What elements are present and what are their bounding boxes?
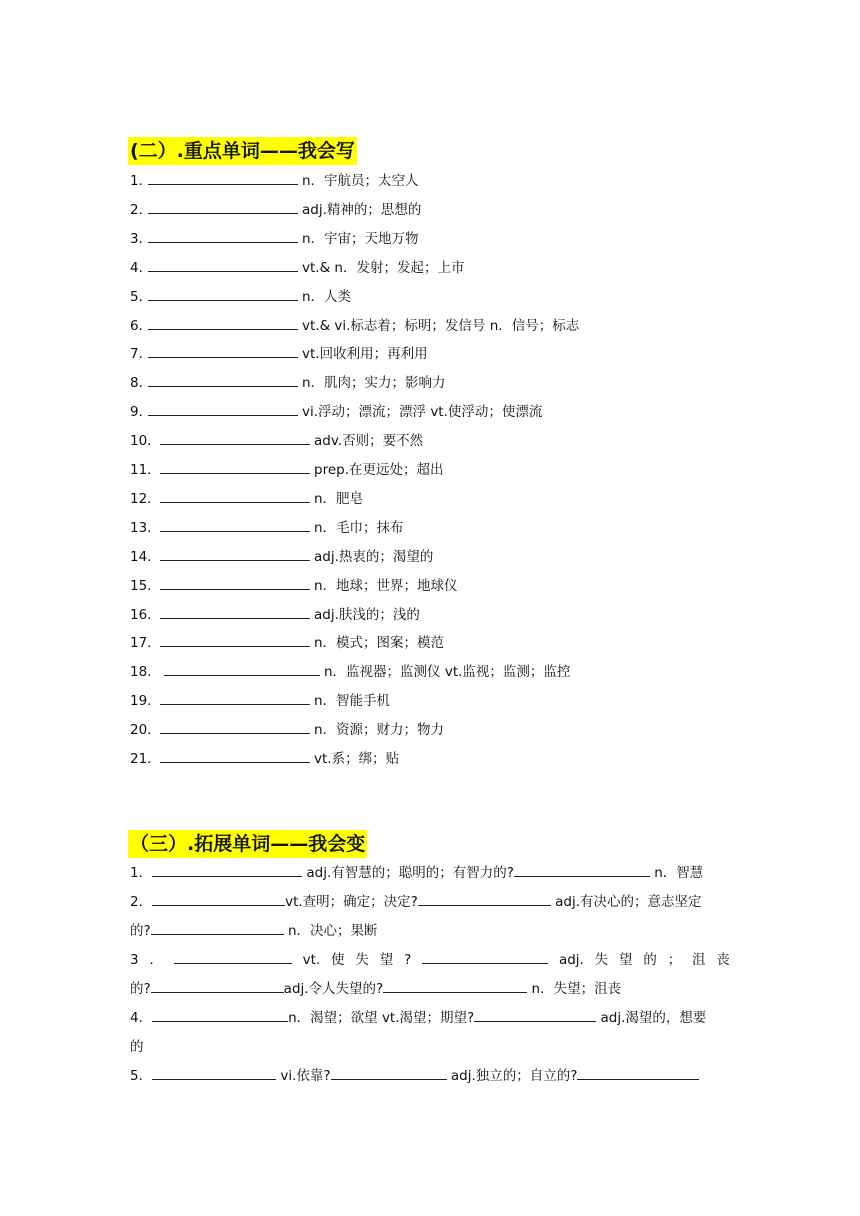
definition: n．智慧 bbox=[654, 865, 704, 881]
item-number: 13． bbox=[130, 519, 161, 536]
vocab-item bbox=[130, 286, 351, 308]
answer-blank[interactable] bbox=[418, 891, 551, 906]
item-number: 21． bbox=[130, 751, 161, 767]
definition: vt.系；绑；贴 bbox=[314, 751, 400, 767]
definition-part: ； bbox=[667, 952, 682, 968]
answer-blank[interactable] bbox=[152, 891, 285, 906]
answer-blank[interactable] bbox=[151, 978, 284, 993]
item-number: 3 bbox=[130, 952, 139, 968]
definition: n．模式；图案；模范 bbox=[314, 635, 445, 652]
answer-blank[interactable] bbox=[148, 286, 298, 301]
expand-item-2-cont bbox=[130, 920, 730, 942]
definition-part: ? bbox=[404, 952, 412, 968]
item-number: 1． bbox=[130, 865, 153, 881]
item-number: 5． bbox=[130, 1068, 153, 1084]
answer-blank[interactable] bbox=[160, 517, 310, 532]
answer-blank[interactable] bbox=[164, 661, 320, 676]
definition: n．宇航员；太空人 bbox=[302, 173, 419, 189]
vocab-item bbox=[130, 315, 579, 337]
definition-part: adj. bbox=[558, 952, 584, 968]
answer-blank[interactable] bbox=[160, 748, 310, 763]
item-number: 12． bbox=[130, 490, 161, 507]
definition: adv.否则；要不然 bbox=[314, 433, 424, 450]
definition: n．智能手机 bbox=[314, 693, 391, 710]
vocab-item bbox=[130, 343, 428, 365]
definition: adj.令人失望的? bbox=[283, 981, 384, 997]
definition: 的? bbox=[130, 981, 151, 997]
item-number: 3． bbox=[130, 230, 153, 247]
vocab-item bbox=[130, 430, 423, 452]
definition: n．人类 bbox=[302, 288, 352, 305]
answer-blank[interactable] bbox=[474, 1007, 596, 1022]
item-number: 2． bbox=[130, 894, 153, 910]
section-2-heading: (二）.重点单词——我会写 bbox=[128, 137, 357, 165]
definition-part: 失 bbox=[355, 952, 369, 968]
item-number: 10． bbox=[130, 433, 161, 450]
expand-item-2 bbox=[130, 891, 730, 913]
answer-blank[interactable] bbox=[514, 862, 650, 877]
answer-blank[interactable] bbox=[152, 862, 302, 877]
answer-blank[interactable] bbox=[160, 690, 310, 705]
item-dot: ． bbox=[149, 952, 163, 968]
definition-part: 失 bbox=[594, 952, 609, 968]
answer-blank[interactable] bbox=[383, 978, 527, 993]
definition: vt.& vi.标志着；标明；发信号 n．信号；标志 bbox=[302, 317, 580, 334]
vocab-item bbox=[130, 199, 421, 221]
item-number: 18. bbox=[130, 664, 152, 681]
definition-part: vt. bbox=[302, 952, 321, 968]
item-number: 19． bbox=[130, 693, 161, 710]
answer-blank[interactable] bbox=[160, 719, 310, 734]
answer-blank[interactable] bbox=[160, 632, 310, 647]
definition: n．资源；财力；物力 bbox=[314, 722, 445, 739]
definition: n．宇宙；天地万物 bbox=[302, 230, 419, 247]
definition-part: 使 bbox=[331, 952, 345, 968]
answer-blank[interactable] bbox=[160, 546, 310, 561]
answer-blank[interactable] bbox=[148, 199, 298, 214]
item-number: 2． bbox=[130, 201, 153, 218]
definition: n．毛巾；抹布 bbox=[314, 519, 404, 536]
definition: vi.依靠? bbox=[280, 1068, 331, 1084]
section-3-heading: （三）.拓展单词——我会变 bbox=[128, 830, 367, 858]
definition: adj.渴望的，想要 bbox=[600, 1010, 707, 1026]
answer-blank[interactable] bbox=[148, 257, 298, 272]
answer-blank[interactable] bbox=[422, 949, 548, 964]
definition: adj.肤浅的；浅的 bbox=[314, 606, 420, 623]
definition-part: 沮 bbox=[692, 952, 706, 968]
item-number: 4． bbox=[130, 259, 153, 276]
answer-blank[interactable] bbox=[152, 1065, 276, 1080]
expand-item-5 bbox=[130, 1065, 730, 1087]
definition: adj.有决心的；意志坚定 bbox=[555, 894, 702, 910]
answer-blank[interactable] bbox=[152, 1007, 288, 1022]
definition: n．决心；果断 bbox=[287, 923, 378, 939]
definition-part: 丧 bbox=[716, 952, 730, 968]
definition-part: 望 bbox=[619, 952, 633, 968]
definition: prep.在更远处；超出 bbox=[314, 462, 444, 478]
item-number: 11． bbox=[130, 462, 161, 478]
answer-blank[interactable] bbox=[331, 1065, 447, 1080]
answer-blank[interactable] bbox=[160, 488, 310, 503]
item-number: 20． bbox=[130, 722, 161, 739]
vocab-item bbox=[130, 401, 542, 423]
vocab-item bbox=[130, 604, 420, 626]
vocab-item bbox=[130, 632, 444, 654]
item-number: 4． bbox=[130, 1010, 153, 1026]
definition: adj.热衷的；渴望的 bbox=[314, 548, 434, 565]
vocab-item bbox=[130, 459, 444, 481]
answer-blank[interactable] bbox=[160, 604, 310, 619]
vocab-item bbox=[130, 546, 433, 568]
definition: vt.查明；确定；决定? bbox=[285, 894, 418, 910]
answer-blank[interactable] bbox=[148, 170, 298, 185]
definition: n．肥皂 bbox=[314, 490, 364, 507]
item-number: 1． bbox=[130, 173, 153, 189]
definition: n．肌肉；实力；影响力 bbox=[302, 375, 446, 392]
expand-item-4 bbox=[130, 1007, 730, 1029]
item-number: 5． bbox=[130, 288, 153, 305]
vocab-item bbox=[130, 228, 419, 250]
definition: adj.独立的；自立的? bbox=[450, 1068, 578, 1084]
answer-blank[interactable] bbox=[148, 343, 298, 358]
expand-item-3-cont bbox=[130, 978, 730, 1000]
definition: adj.精神的；思想的 bbox=[302, 201, 422, 218]
item-number: 8． bbox=[130, 375, 153, 392]
vocab-item bbox=[130, 488, 363, 510]
definition: vt.回收利用；再利用 bbox=[302, 346, 428, 363]
definition: vt.& n．发射；发起；上市 bbox=[302, 259, 465, 276]
vocab-item bbox=[130, 517, 404, 539]
answer-blank[interactable] bbox=[160, 430, 310, 445]
item-number: 15． bbox=[130, 577, 161, 594]
answer-blank[interactable] bbox=[577, 1065, 699, 1080]
answer-blank[interactable] bbox=[148, 401, 298, 416]
vocab-item bbox=[130, 170, 419, 192]
definition: 的? bbox=[130, 923, 151, 939]
definition-part: 望 bbox=[379, 952, 394, 968]
item-number: 7． bbox=[130, 346, 153, 363]
definition-part: 的 bbox=[643, 952, 657, 968]
definition: n．地球；世界；地球仪 bbox=[314, 577, 458, 594]
item-number: 16． bbox=[130, 606, 161, 623]
answer-blank[interactable] bbox=[148, 228, 298, 243]
definition: vi.浮动；漂流；漂浮 vt.使浮动；使漂流 bbox=[302, 404, 543, 421]
vocab-item bbox=[130, 372, 446, 394]
vocab-item bbox=[130, 690, 390, 712]
definition: n．监视器；监测仪 vt.监视；监测；监控 bbox=[324, 664, 571, 681]
expand-item-1 bbox=[130, 862, 730, 884]
vocab-item bbox=[130, 748, 399, 770]
item-number: 9． bbox=[130, 404, 153, 421]
answer-blank[interactable] bbox=[160, 575, 310, 590]
vocab-item bbox=[130, 661, 570, 683]
answer-blank[interactable] bbox=[160, 459, 310, 474]
definition: 的 bbox=[130, 1039, 144, 1055]
definition: adj.有智慧的；聪明的；有智力的? bbox=[306, 865, 514, 881]
expand-item-4-cont bbox=[130, 1036, 730, 1058]
definition: n．失望；沮丧 bbox=[531, 981, 622, 997]
answer-blank[interactable] bbox=[151, 920, 284, 935]
item-number: 6． bbox=[130, 317, 153, 334]
answer-blank[interactable] bbox=[148, 315, 298, 330]
definition: n．渴望；欲望 vt.渴望；期望? bbox=[288, 1010, 475, 1026]
vocab-item bbox=[130, 257, 464, 279]
item-number: 14． bbox=[130, 548, 161, 565]
expand-item-3 bbox=[130, 949, 730, 971]
answer-blank[interactable] bbox=[174, 949, 292, 964]
vocab-item bbox=[130, 575, 458, 597]
item-number: 17． bbox=[130, 635, 161, 652]
answer-blank[interactable] bbox=[148, 372, 298, 387]
vocab-item bbox=[130, 719, 444, 741]
